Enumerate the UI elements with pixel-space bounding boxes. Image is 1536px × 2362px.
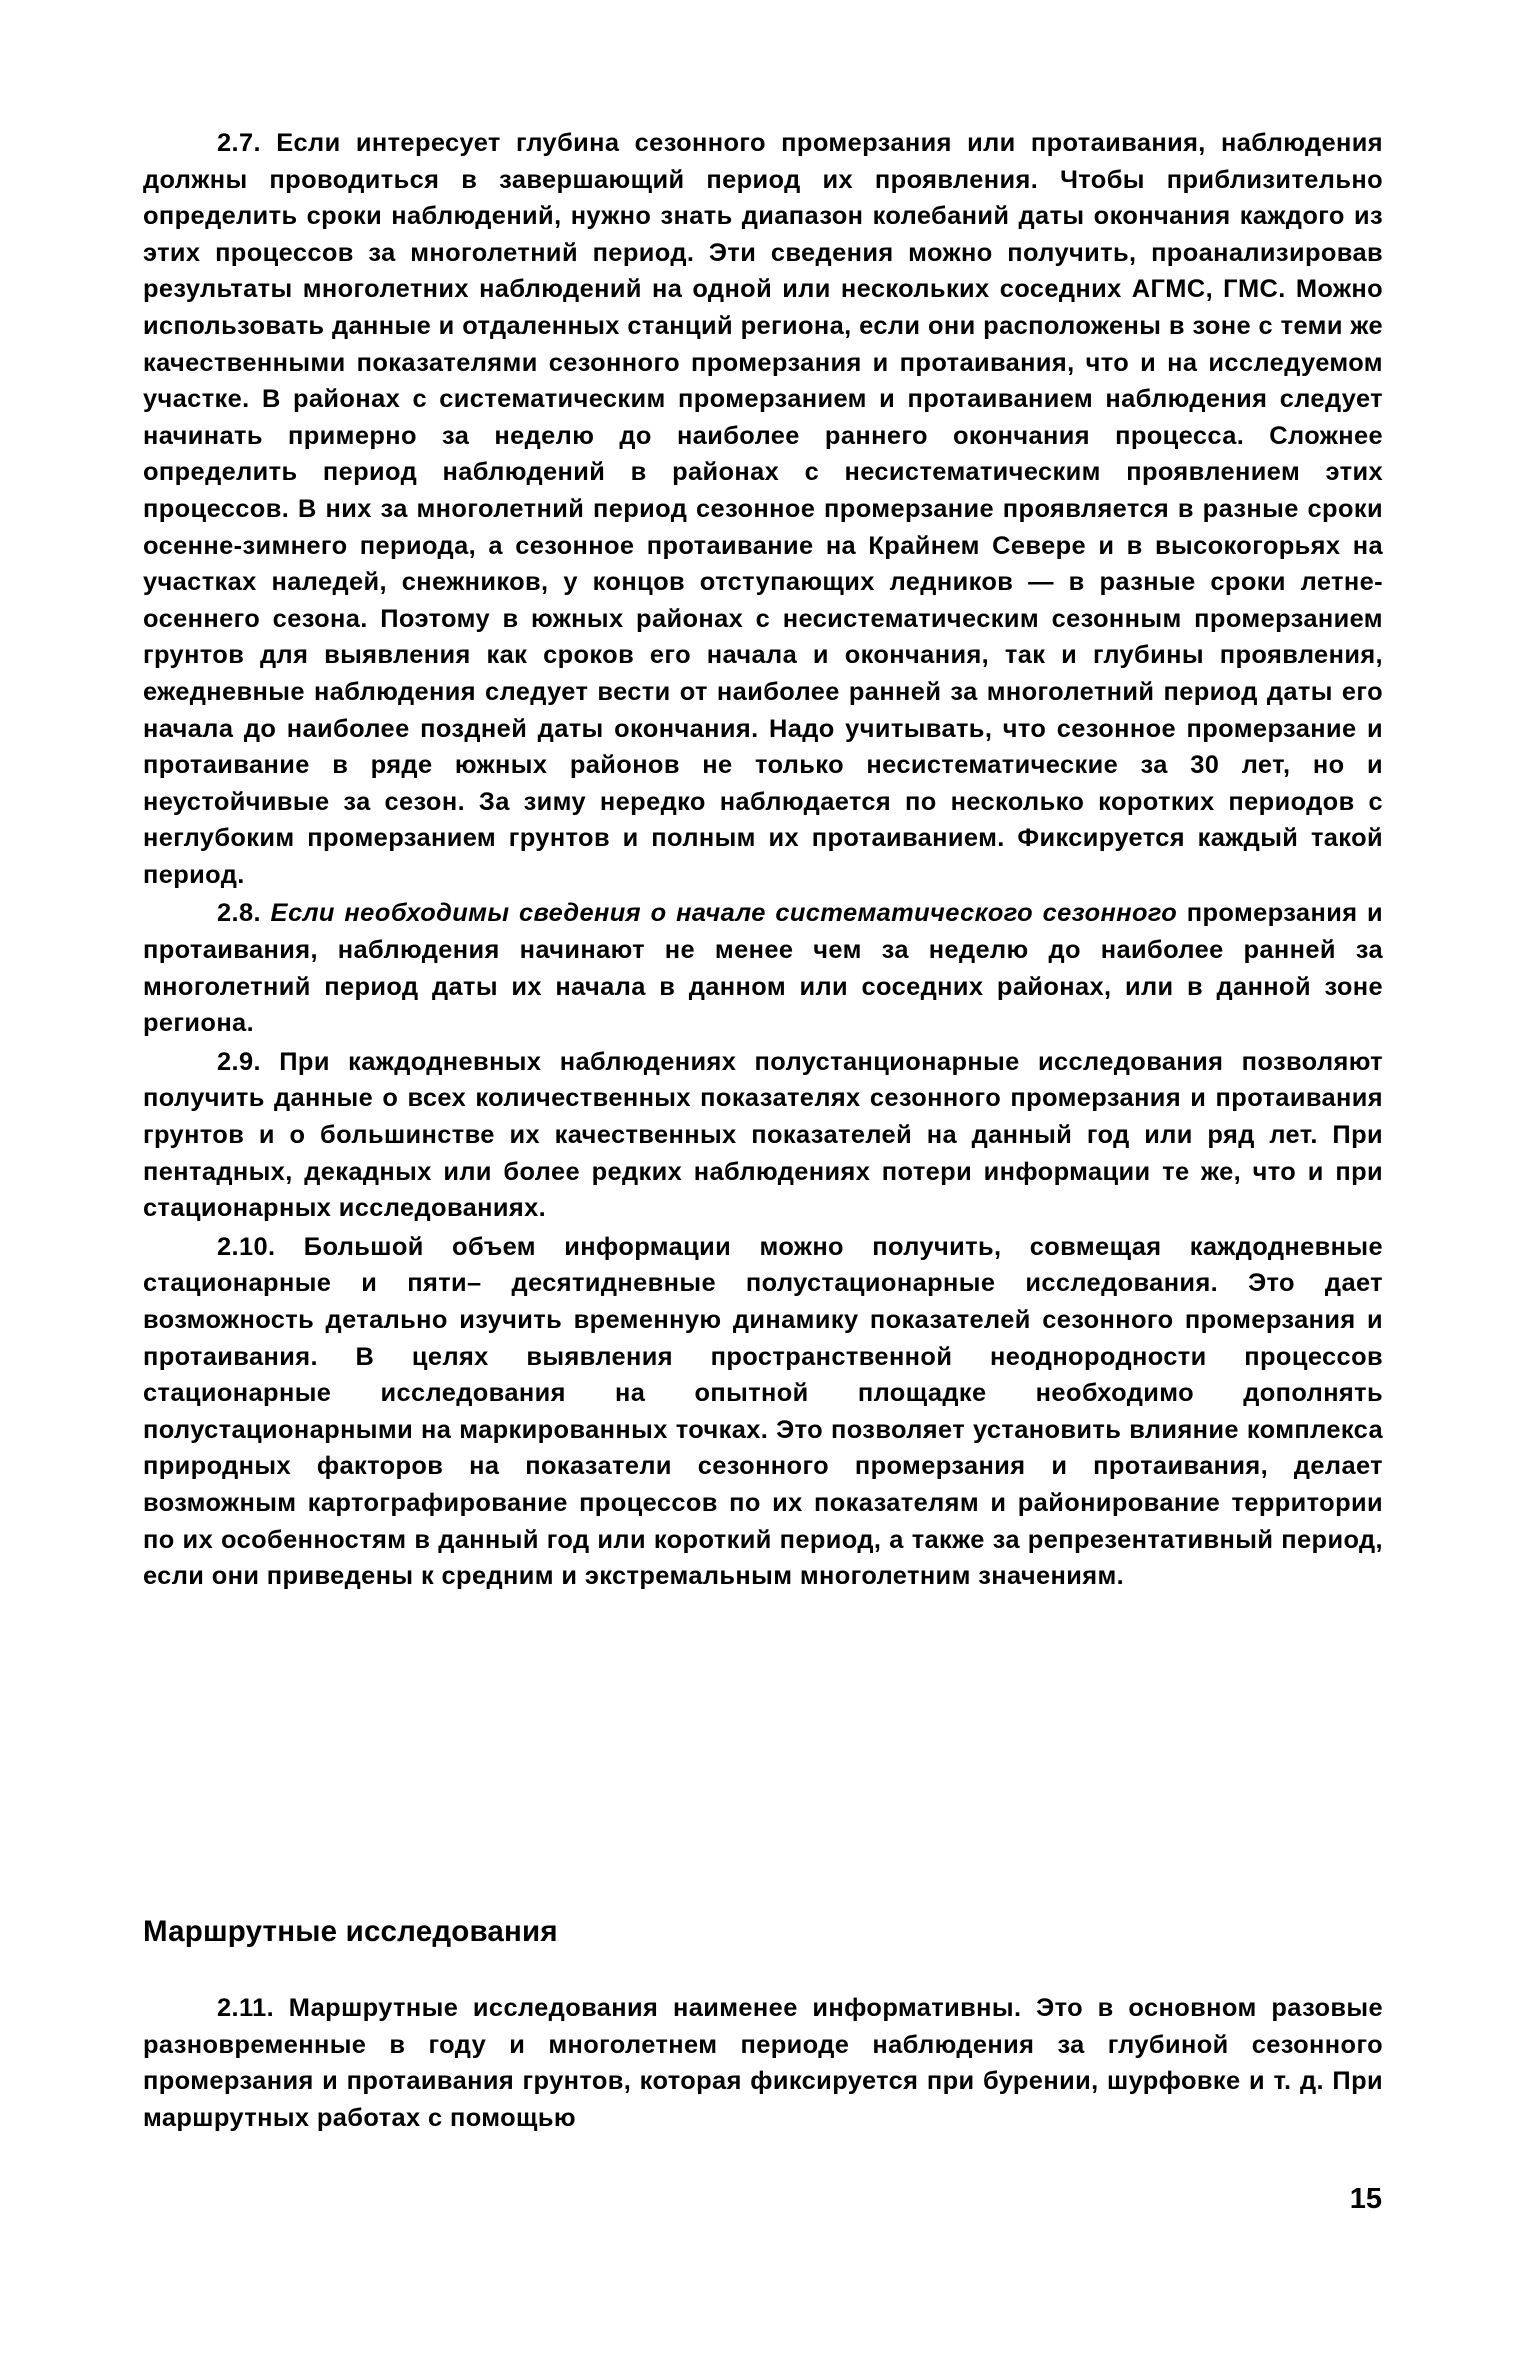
paragraph-lead: Если необходимы сведения о начале систематического сезонного [270, 899, 1178, 928]
paragraph-text: Маршрутные исследования наименее информативны. Это в основном разовые разновременные в году и многолетнем периоде наблюдения за глубиной сезонного промерзания и протаивания грунтов, которая фиксируется при бурении, шурфовке и т. д. При маршрутных работах с помощью [143, 1994, 1383, 2132]
paragraph-2-7 [143, 125, 1383, 893]
paragraph-number: 2.10. [217, 1232, 276, 1261]
paragraph-text: При каждодневных наблюдениях полустанционарные исследования позволяют получить данные о всех количественных показателях сезонного промерзания и протаивания грунтов и о большинстве их качественных показателей на данный год или ряд лет. При пентадных, декадных или более редких наблюдениях потери информации те же, что и при стационарных исследованиях. [143, 1047, 1383, 1223]
body-text [143, 125, 1383, 1595]
page-number: 15 [1349, 2183, 1382, 2215]
paragraph-text: промерзания и протаивания, наблюдения начинают не менее чем за неделю до наиболее ранней за многолетний период даты их начала в данном или соседних районах, или в данной зоне региона. [143, 899, 1383, 1038]
section-body-text [143, 1990, 1383, 2136]
paragraph-text: Большой объем информации можно получить, совмещая каждодневные стационарные и пяти– десятидневные полустационарные исследования. Это дает возможность детально изучить временную динамику показателей сезонного промерзания и протаивания. В целях выявления пространственной неоднородности процессов стационарные исследования на опытной площадке необходимо дополнять полустационарными на маркированных точках. Это позволяет установить влияние комплекса природных факторов на показатели сезонного промерзания и протаивания, делает возможным картографирование процессов по их показателям и районирование территории по их особенностям в данный год или короткий период, а также за репрезентативный период, если они приведены к средним и экстремальным многолетним значениям. [143, 1232, 1383, 1591]
paragraph-number: 2.7. [217, 129, 261, 157]
section-heading: Маршрутные исследования [143, 1915, 558, 1948]
paragraph-2-10 [143, 1229, 1383, 1595]
paragraph-number: 2.9. [217, 1047, 261, 1076]
paragraph-2-11 [143, 1990, 1383, 2136]
paragraph-number: 2.11. [217, 1994, 275, 2022]
paragraph-text: Если интересует глубина сезонного промерзания или протаивания, наблюдения должны проводиться в завершающий период их проявления. Чтобы приблизительно определить сроки наблюдений, нужно знать диапазон колебаний даты окончания каждого из этих процессов за многолетний период. Эти сведения можно получить, проанализировав результаты многолетних наблюдений на одной или нескольких соседних АГМС, ГМС. Можно использовать данные и отдаленных станций региона, если они расположены в зоне с теми же качественными показателями сезонного промерзания и протаивания, что и на исследуемом участке. В районах с систематическим промерзанием и протаиванием наблюдения следует начинать примерно за неделю до наиболее раннего окончания процесса. Сложнее определить период наблюдений в районах с несистематическим проявлением этих процессов. В них за многолетний период сезонное промерзание проявляется в разные сроки осенне-зимнего периода, а сезонное протаивание на Крайнем Севере и в высокогорьях на участках наледей, снежников, у концов отступающих ледников — в разные сроки летне-осеннего сезона. Поэтому в южных районах с несистематическим сезонным промерзанием грунтов для выявления как сроков его начала и окончания, так и глубины проявления, ежедневные наблюдения следует вести от наиболее ранней за многолетний период даты его начала до наиболее поздней даты окончания. Надо учитывать, что сезонное промерзание и протаивание в ряде южных районов не только несистематические за 30 лет, но и неустойчивые за сезон. За зиму нередко наблюдается по несколько коротких периодов с неглубоким промерзанием грунтов и полным их протаиванием. Фиксируется каждый такой период. [143, 129, 1383, 889]
paragraph-number: 2.8. [217, 899, 261, 928]
paragraph-2-8 [143, 895, 1383, 1041]
paragraph-2-9 [143, 1044, 1383, 1227]
